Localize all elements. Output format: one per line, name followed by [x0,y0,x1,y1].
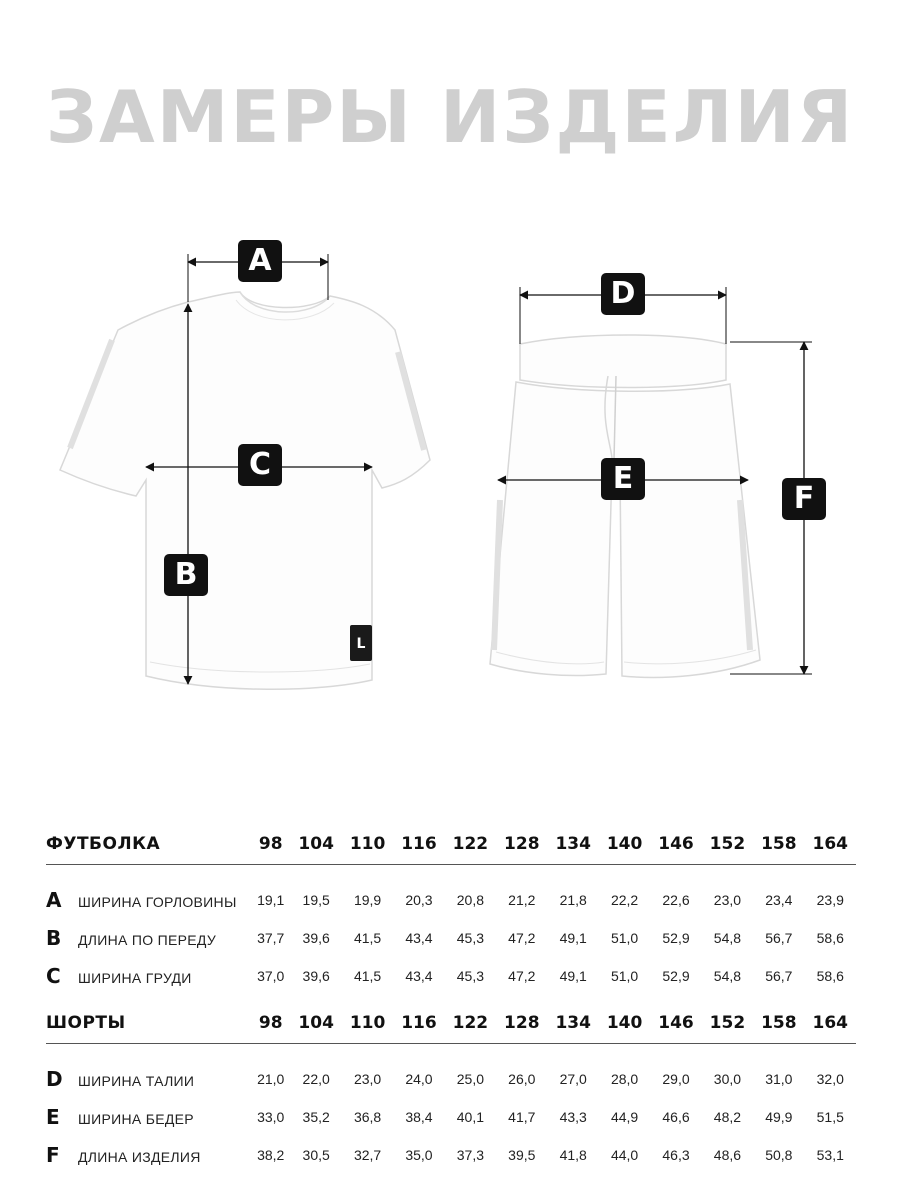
table-cell: 22,6 [662,892,690,908]
measure-badge-f: F [782,478,826,520]
page-title: ЗАМЕРЫ ИЗДЕЛИЯ [45,75,855,159]
measure-badge-a: A [238,240,282,282]
table-cell: 38,4 [405,1109,433,1125]
table-cell: 41,5 [353,968,382,984]
table-cell: 56,7 [765,930,793,946]
table-cell: 26,0 [508,1071,536,1087]
measure-badge-c: C [238,444,282,486]
table-cell: 19,9 [353,892,382,908]
shorts-size-table [46,1003,856,1174]
table-cell: 37,7 [257,930,285,946]
size-header: 116 [393,824,444,865]
row-letter: D [46,1067,63,1091]
tshirt-size-table [46,824,856,995]
row-label: ДЛИНА ПО ПЕРЕДУ [78,932,217,948]
table-cell: 47,2 [508,968,536,984]
table-cell: 49,1 [559,968,587,984]
table-row [46,1136,856,1174]
table-cell: 35,2 [302,1109,330,1125]
table-cell: 41,8 [559,1147,587,1163]
table-cell: 41,5 [353,930,382,946]
table-row [46,881,856,919]
size-header: 152 [702,824,753,865]
size-header: 110 [342,1003,393,1044]
table-cell: 24,0 [405,1071,433,1087]
table-cell: 36,8 [353,1109,382,1125]
size-header: 122 [445,1003,496,1044]
size-header: 116 [393,1003,444,1044]
size-header: 158 [753,1003,804,1044]
table-cell: 20,8 [456,892,484,908]
table-cell: 49,1 [559,930,587,946]
measure-badge-d: D [601,273,645,315]
row-letter: E [46,1105,60,1129]
table-cell: 39,5 [508,1147,536,1163]
table-cell: 43,3 [559,1109,587,1125]
shorts-illustration [490,335,760,677]
row-label: ШИРИНА ТАЛИИ [78,1073,195,1089]
table-header-row [46,824,856,865]
table-cell: 38,2 [257,1147,285,1163]
table-cell: 21,0 [257,1071,285,1087]
table-cell: 29,0 [662,1071,690,1087]
size-header: 128 [496,1003,547,1044]
table-cell: 58,6 [816,968,844,984]
table-cell: 45,3 [456,968,484,984]
table-cell: 32,7 [353,1147,382,1163]
row-letter: A [46,888,62,912]
size-header: 146 [650,824,701,865]
size-header: 98 [251,1003,290,1044]
table-cell: 47,2 [508,930,536,946]
size-header: 140 [599,1003,650,1044]
table-cell: 19,5 [302,892,330,908]
table-cell: 46,6 [662,1109,690,1125]
size-header: 152 [702,1003,753,1044]
table-cell: 41,7 [508,1109,536,1125]
table-cell: 30,0 [713,1071,742,1087]
table-cell: 22,0 [302,1071,330,1087]
size-header: 104 [290,1003,341,1044]
table-cell: 37,0 [257,968,285,984]
row-label: ШИРИНА ГОРЛОВИНЫ [78,894,237,910]
table-cell: 56,7 [765,968,793,984]
table-cell: 39,6 [302,930,330,946]
table-cell: 30,5 [302,1147,330,1163]
tshirt-header: ФУТБОЛКА [46,824,251,865]
table-cell: 49,9 [765,1109,793,1125]
table-cell: 43,4 [405,968,433,984]
table-row [46,1098,856,1136]
measure-badge-b: B [164,554,208,596]
table-cell: 33,0 [257,1109,285,1125]
row-letter: C [46,964,61,988]
table-cell: 20,3 [405,892,433,908]
table-cell: 51,5 [816,1109,844,1125]
size-header: 164 [805,1003,856,1044]
size-header: 128 [496,824,547,865]
table-cell: 21,2 [508,892,536,908]
size-header: 134 [547,1003,598,1044]
row-label: ШИРИНА ГРУДИ [78,970,192,986]
table-cell: 28,0 [610,1071,639,1087]
table-cell: 51,0 [610,968,639,984]
size-header: 122 [445,824,496,865]
measure-badge-e: E [601,458,645,500]
table-cell: 46,3 [662,1147,690,1163]
table-cell: 27,0 [559,1071,587,1087]
tshirt-illustration [60,292,430,689]
size-header: 134 [547,824,598,865]
table-cell: 37,3 [456,1147,484,1163]
table-cell: 44,0 [610,1147,639,1163]
row-label: ШИРИНА БЕДЕР [78,1111,194,1127]
table-cell: 48,6 [713,1147,742,1163]
size-header: 164 [805,824,856,865]
table-cell: 52,9 [662,930,690,946]
table-cell: 23,0 [713,892,742,908]
size-header: 98 [251,824,290,865]
table-cell: 22,2 [610,892,639,908]
table-cell: 54,8 [713,930,742,946]
table-row [46,957,856,995]
table-cell: 52,9 [662,968,690,984]
row-label: ДЛИНА ИЗДЕЛИЯ [78,1149,201,1165]
size-header: 146 [650,1003,701,1044]
table-cell: 19,1 [257,892,285,908]
table-row [46,1060,856,1098]
table-cell: 23,4 [765,892,793,908]
shorts-header: ШОРТЫ [46,1003,251,1044]
table-cell: 40,1 [456,1109,484,1125]
table-header-row [46,1003,856,1044]
table-cell: 43,4 [405,930,433,946]
table-cell: 21,8 [559,892,587,908]
table-cell: 23,9 [816,892,844,908]
table-cell: 39,6 [302,968,330,984]
table-cell: 54,8 [713,968,742,984]
table-cell: 50,8 [765,1147,793,1163]
table-cell: 25,0 [456,1071,484,1087]
table-cell: 53,1 [816,1147,844,1163]
table-cell: 45,3 [456,930,484,946]
table-cell: 32,0 [816,1071,844,1087]
size-header: 110 [342,824,393,865]
table-row [46,919,856,957]
table-cell: 58,6 [816,930,844,946]
size-header: 140 [599,824,650,865]
table-cell: 35,0 [405,1147,433,1163]
size-header: 104 [290,824,341,865]
size-header: 158 [753,824,804,865]
row-letter: B [46,926,62,950]
table-cell: 23,0 [353,1071,382,1087]
table-cell: 48,2 [713,1109,742,1125]
table-cell: 51,0 [610,930,639,946]
table-cell: 44,9 [610,1109,639,1125]
table-cell: 31,0 [765,1071,793,1087]
tshirt-tag-label: L [356,636,366,652]
row-letter: F [46,1143,60,1167]
